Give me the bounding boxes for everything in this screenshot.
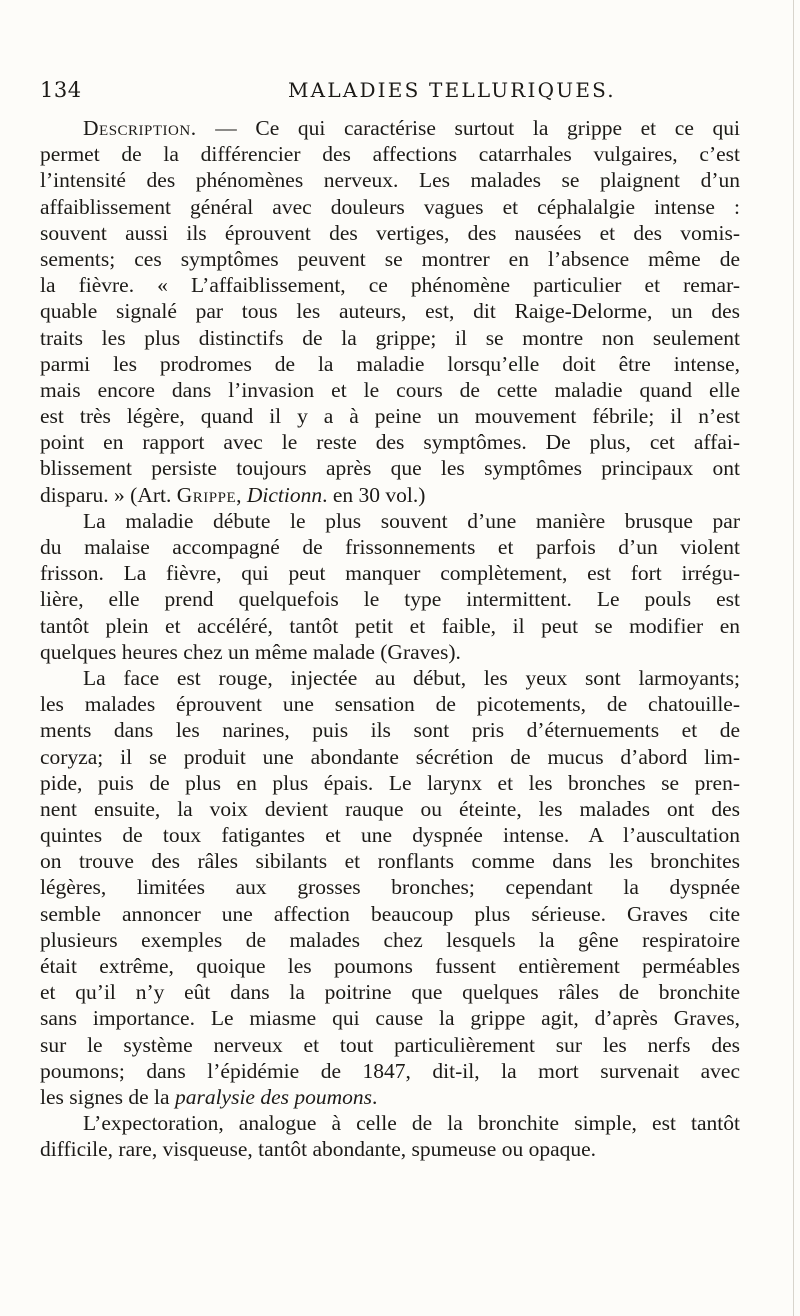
text-segment: . en 30 vol.) bbox=[322, 482, 426, 507]
text-segment: lière, elle prend quelquefois le type intermittent. Le pouls est bbox=[40, 587, 740, 612]
text-segment: affaiblissement général avec douleurs vagues et céphalalgie intense : bbox=[40, 194, 740, 219]
text-segment: disparu. » (Art. bbox=[40, 482, 177, 507]
text-segment: du malaise accompagné de frissonnements et parfois d’un violent bbox=[40, 535, 740, 559]
text-segment: poumons; dans l’épidémie de 1847, dit-il, la mort survenait avec bbox=[40, 1058, 740, 1083]
text-segment: plusieurs exemples de malades chez lesquels la gêne respiratoire bbox=[40, 927, 740, 952]
text-line bbox=[40, 639, 740, 665]
text-line bbox=[40, 115, 740, 141]
text-line bbox=[40, 979, 740, 1005]
text-line bbox=[40, 691, 740, 717]
text-line bbox=[40, 482, 740, 508]
text-segment: sur le système nerveux et tout particulièrement sur les nerfs des bbox=[40, 1032, 740, 1057]
text-segment: — Ce qui caractérise surtout la grippe et ce qui bbox=[196, 116, 740, 140]
italic-text: paralysie des poumons bbox=[174, 1084, 373, 1109]
text-line bbox=[40, 874, 740, 900]
text-segment: parmi les prodromes de la maladie lorsqu’elle doit être intense, bbox=[40, 351, 740, 376]
text-segment: L’expectoration, analogue à celle de la bronchite simple, est tantôt bbox=[83, 1111, 740, 1136]
text-segment: traits les plus distinctifs de la grippe; il se montre non seulement bbox=[40, 325, 740, 350]
text-line bbox=[40, 1084, 740, 1110]
text-segment: quable signalé par tous les auteurs, est, dit Raige-Delorme, un des bbox=[40, 299, 740, 324]
text-line bbox=[40, 534, 740, 560]
text-segment: pide, puis de plus en plus épais. Le larynx et les bronches se pren- bbox=[40, 770, 740, 795]
text-segment: , bbox=[236, 482, 247, 507]
text-line bbox=[40, 927, 740, 953]
text-segment: mais encore dans l’invasion et le cours de cette maladie quand elle bbox=[40, 377, 740, 402]
text-line bbox=[40, 1032, 740, 1058]
text-segment: tantôt plein et accéléré, tantôt petit et faible, il peut se modifier en bbox=[40, 613, 740, 638]
text-line bbox=[40, 325, 740, 351]
text-line bbox=[40, 613, 740, 639]
italic-text: Dictionn bbox=[246, 482, 323, 507]
text-line bbox=[40, 822, 740, 848]
text-segment: et qu’il n’y eût dans la poitrine que quelques râles de bronchite bbox=[40, 980, 740, 1005]
text-line bbox=[40, 848, 740, 874]
text-segment: permet de la différencier des affections catarrhales vulgaires, c’est bbox=[40, 142, 740, 167]
text-segment: coryza; il se produit une abondante sécrétion de mucus d’abord lim- bbox=[40, 744, 740, 769]
text-segment: La face est rouge, injectée au début, les yeux sont larmoyants; bbox=[83, 665, 740, 690]
text-line bbox=[40, 377, 740, 403]
text-line bbox=[40, 246, 740, 272]
small-caps-text: Grippe bbox=[176, 482, 237, 507]
text-segment: souvent aussi ils éprouvent des vertiges, des nausées et des vomis- bbox=[40, 220, 740, 245]
text-line bbox=[40, 194, 740, 220]
text-line bbox=[40, 455, 740, 481]
text-segment: légères, limitées aux grosses bronches; cependant la dyspnée bbox=[40, 875, 740, 900]
text-line bbox=[40, 901, 740, 927]
text-segment: La maladie débute le plus souvent d’une manière brusque par bbox=[83, 508, 740, 533]
text-line bbox=[40, 1005, 740, 1031]
text-line bbox=[40, 560, 740, 586]
text-line bbox=[40, 220, 740, 246]
text-line bbox=[40, 770, 740, 796]
text-line bbox=[40, 167, 740, 193]
text-segment: semble annoncer une affection beaucoup plus sérieuse. Graves cite bbox=[40, 901, 740, 926]
text-segment: difficile, rare, visqueuse, tantôt abondante, spumeuse ou opaque. bbox=[40, 1137, 597, 1162]
text-line bbox=[40, 1058, 740, 1084]
page-edge-line bbox=[793, 0, 794, 1316]
text-segment: blissement persiste toujours après que les symptômes principaux ont bbox=[40, 456, 740, 481]
text-line bbox=[40, 403, 740, 429]
text-line bbox=[40, 586, 740, 612]
text-line bbox=[40, 1136, 740, 1162]
body-text bbox=[40, 115, 740, 1163]
text-line bbox=[40, 717, 740, 743]
text-segment: point en rapport avec le reste des symptômes. De plus, cet affai- bbox=[40, 430, 740, 455]
text-segment: . bbox=[372, 1084, 378, 1109]
text-segment: était extrême, quoique les poumons fussent entièrement perméables bbox=[40, 954, 740, 978]
text-segment: quintes de toux fatigantes et une dyspnée intense. A l’auscultation bbox=[40, 823, 740, 848]
text-segment: ments dans les narines, puis ils sont pris d’éternuements et de bbox=[40, 718, 740, 743]
text-segment: frisson. La fièvre, qui peut manquer complètement, est fort irrégu- bbox=[40, 561, 740, 586]
running-head: MALADIES TELLURIQUES. bbox=[288, 78, 616, 102]
text-segment: la fièvre. « L’affaiblissement, ce phénomène particulier et remar- bbox=[40, 273, 740, 298]
text-segment: est très légère, quand il y a à peine un mouvement fébrile; il n’est bbox=[40, 404, 740, 429]
small-caps-text: Description. bbox=[83, 116, 197, 140]
text-line bbox=[40, 744, 740, 770]
text-line bbox=[40, 1110, 740, 1136]
text-line bbox=[40, 141, 740, 167]
text-segment: les signes de la bbox=[40, 1084, 175, 1109]
text-line bbox=[40, 298, 740, 324]
text-line bbox=[40, 796, 740, 822]
text-segment: quelques heures chez un même malade (Graves). bbox=[40, 639, 461, 664]
text-segment: l’intensité des phénomènes nerveux. Les malades se plaignent d’un bbox=[40, 168, 740, 193]
text-segment: sements; ces symptômes peuvent se montrer en l’absence même de bbox=[40, 246, 740, 271]
page-header bbox=[40, 78, 740, 102]
text-segment: on trouve des râles sibilants et ronflants comme dans les bronchites bbox=[40, 849, 740, 874]
page-number: 134 bbox=[40, 78, 82, 102]
text-segment: sans importance. Le miasme qui cause la grippe agit, d’après Graves, bbox=[40, 1006, 740, 1031]
text-line bbox=[40, 953, 740, 979]
text-segment: nent ensuite, la voix devient rauque ou éteinte, les malades ont des bbox=[40, 796, 740, 821]
text-line bbox=[40, 508, 740, 534]
text-line bbox=[40, 272, 740, 298]
text-line bbox=[40, 665, 740, 691]
text-line bbox=[40, 429, 740, 455]
text-line bbox=[40, 351, 740, 377]
text-segment: les malades éprouvent une sensation de picotements, de chatouille- bbox=[40, 692, 740, 717]
